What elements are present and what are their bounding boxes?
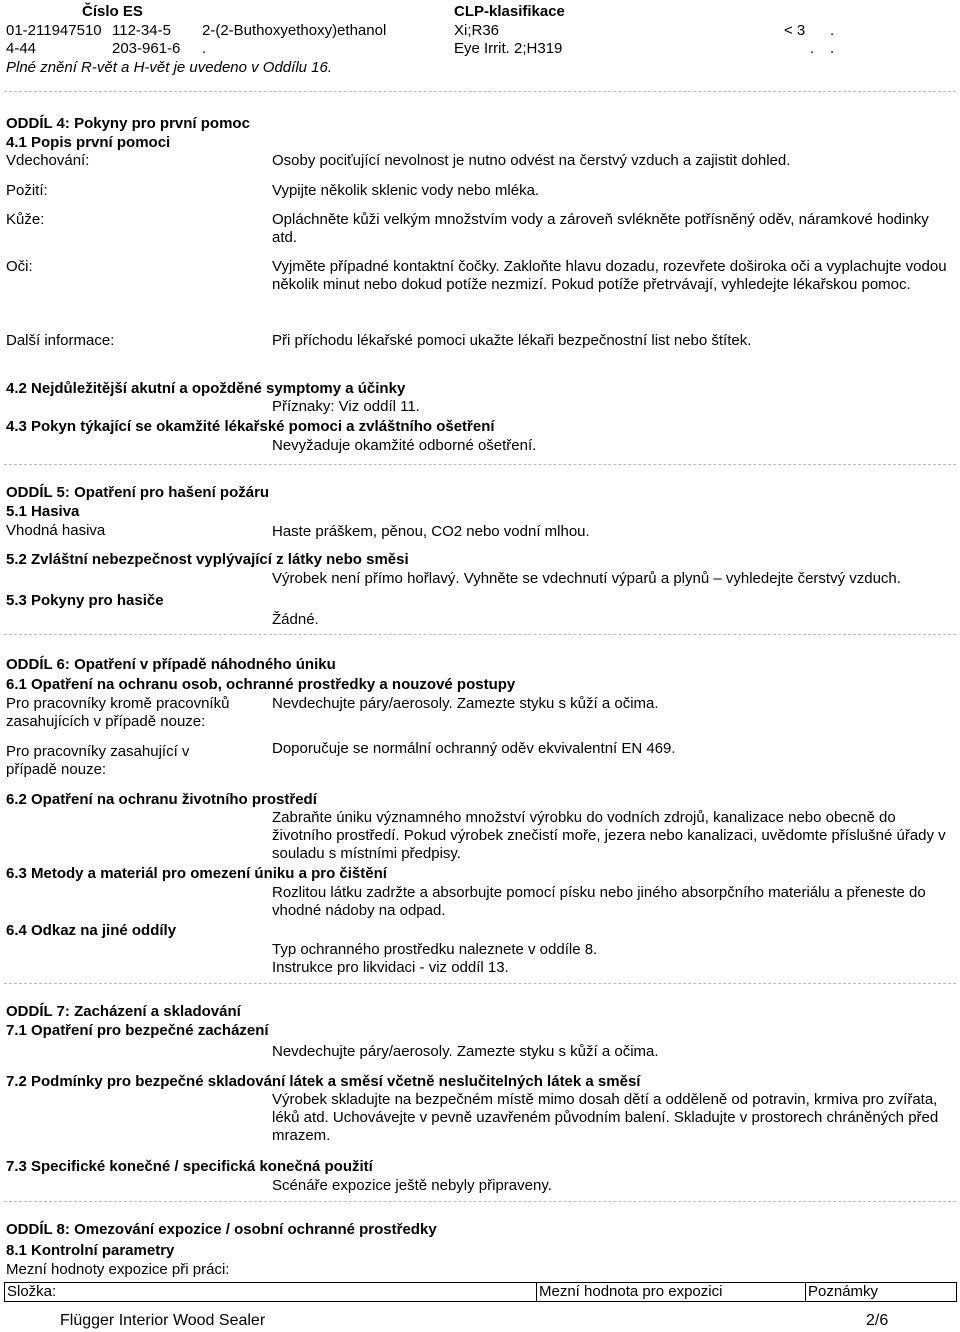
row1-concentration: < 3 — [784, 22, 806, 39]
section6-3-title: 6.3 Metody a materiál pro omezení úniku a pro čištění — [6, 865, 387, 882]
section-divider — [4, 464, 956, 465]
section4-2-text: Příznaky: Viz oddíl 11. — [272, 398, 420, 415]
row1-substance-name: 2-(2-Buthoxyethoxy)ethanol — [202, 22, 387, 39]
section5-1-title: 5.1 Hasiva — [6, 503, 80, 520]
section6-title: ODDÍL 6: Opatření v případě náhodného úniku — [6, 656, 336, 673]
section-divider — [4, 91, 956, 92]
extinguishing-media-label: Vhodná hasiva — [6, 522, 106, 539]
row2-classification: Eye Irrit. 2;H319 — [454, 40, 563, 57]
section4-2-title: 4.2 Nejdůležitější akutní a opožděné symptomy a účinky — [6, 380, 406, 397]
section6-3-text: Rozlitou látku zadržte a absorbujte pomocí písku nebo jiného absorpčního materiálu a přeneste do vhodné nádoby na odpad. — [272, 884, 926, 919]
section-divider — [4, 1201, 956, 1202]
row2-reg-number: 4-44 — [6, 40, 37, 57]
table-header-component: Složka: — [5, 1283, 537, 1302]
row1-classification: Xi;R36 — [454, 22, 500, 39]
section7-3-title: 7.3 Specifické konečné / specifická konečná použití — [6, 1158, 373, 1175]
row1-reg-number: 01-211947510 — [6, 22, 102, 39]
section7-1-text: Nevdechujte páry/aerosoly. Zamezte styku s kůží a očima. — [272, 1043, 659, 1060]
exposure-limits-table — [4, 1282, 957, 1302]
section4-title: ODDÍL 4: Pokyny pro první pomoc — [6, 115, 250, 132]
section5-title: ODDÍL 5: Opatření pro hašení požáru — [6, 484, 270, 501]
oel-label: Mezní hodnoty expozice při práci: — [6, 1261, 230, 1278]
row2-concentration: . — [810, 40, 815, 57]
col-header-clp: CLP-klasifikace — [454, 3, 565, 20]
footer-product-name: Flügger Interior Wood Sealer — [60, 1312, 266, 1329]
section5-3-title: 5.3 Pokyny pro hasiče — [6, 592, 164, 609]
footer-page-number: 2/6 — [866, 1312, 889, 1329]
section7-title: ODDÍL 7: Zacházení a skladování — [6, 1003, 241, 1020]
other-info-label: Další informace: — [6, 332, 115, 349]
skin-label: Kůže: — [6, 211, 45, 228]
table-header-row — [5, 1283, 957, 1302]
section4-3-title: 4.3 Pokyn týkající se okamžité lékařské pomoci a zvláštního ošetření — [6, 418, 495, 435]
non-emergency-text: Nevdechujte páry/aerosoly. Zamezte styku s kůží a očima. — [272, 695, 659, 712]
table-header-limit: Mezní hodnota pro expozici — [537, 1283, 806, 1302]
section5-3-text: Žádné. — [272, 611, 319, 628]
row1-cas-number: 112-34-5 — [112, 22, 171, 39]
skin-text: Opláchněte kůži velkým množstvím vody a zároveň svlékněte potřísněný oděv, náramkové hodinky atd. — [272, 211, 929, 246]
section6-4-text1: Typ ochranného prostředku naleznete v oddíle 8. — [272, 941, 598, 958]
row2-ec-number: 203-961-6 — [112, 40, 181, 57]
section4-3-text: Nevyžaduje okamžité odborné ošetření. — [272, 437, 537, 454]
section8-title: ODDÍL 8: Omezování expozice / osobní ochranné prostředky — [6, 1221, 437, 1238]
non-emergency-label: Pro pracovníky kromě pracovníků zasahujících v případě nouze: — [6, 695, 230, 730]
emergency-responders-label: Pro pracovníky zasahující v případě nouze: — [6, 743, 190, 778]
other-info-text: Při příchodu lékařské pomoci ukažte lékaři bezpečnostní list nebo štítek. — [272, 332, 752, 349]
row2-extra: . — [830, 40, 835, 57]
eyes-text: Vyjměte případné kontaktní čočky. Zakloňte hlavu dozadu, rozevřete doširoka oči a vyplachujte vodou několik minut nebo dokud potíže nezmizí. Pokud potíže přetrvávají, vyhledejte lékařskou pomoc. — [272, 258, 947, 293]
section8-1-title: 8.1 Kontrolní parametry — [6, 1242, 175, 1259]
section6-2-text: Zabraňte úniku významného množství výrobku do vodních zdrojů, kanalizace nebo obecně do životního prostředí. Pokud výrobek znečistí moře, jezera nebo kanalizaci, uvědomte příslušné úřady v souladu s místními předpisy. — [272, 809, 946, 862]
section5-2-title: 5.2 Zvláštní nebezpečnost vyplývající z látky nebo směsi — [6, 551, 409, 568]
ingestion-label: Požití: — [6, 182, 48, 199]
section6-2-title: 6.2 Opatření na ochranu životního prostředí — [6, 791, 317, 808]
section-divider — [4, 983, 956, 984]
inhalation-text: Osoby pociťující nevolnost je nutno odvést na čerstvý vzduch a zajistit dohled. — [272, 152, 791, 169]
row2-name-cont: . — [202, 40, 207, 57]
row1-extra: . — [830, 22, 835, 39]
section6-1-title: 6.1 Opatření na ochranu osob, ochranné prostředky a nouzové postupy — [6, 676, 516, 693]
section7-2-title: 7.2 Podmínky pro bezpečné skladování látek a směsí včetně neslučitelných látek a směsí — [6, 1073, 641, 1090]
section6-4-text2: Instrukce pro likvidaci - viz oddíl 13. — [272, 959, 509, 976]
section4-1-title: 4.1 Popis první pomoci — [6, 134, 171, 151]
section7-1-title: 7.1 Opatření pro bezpečné zacházení — [6, 1022, 269, 1039]
section7-3-text: Scénáře expozice ještě nebyly připraveny. — [272, 1177, 552, 1194]
inhalation-label: Vdechování: — [6, 152, 90, 169]
ingestion-text: Vypijte několik sklenic vody nebo mléka. — [272, 182, 540, 199]
section5-2-text: Výrobek není přímo hořlavý. Vyhněte se vdechnutí výparů a plynů – vyhledejte čerstvý vzduch. — [272, 570, 901, 587]
col-header-ec-number: Číslo ES — [82, 3, 143, 20]
section7-2-text: Výrobek skladujte na bezpečném místě mimo dosah dětí a odděleně od potravin, krmiva pro zvířata, léků atd. Uchovávejte v pevně uzavřeném původním balení. Skladujte v prostorech chráněných před mrazem. — [272, 1091, 939, 1144]
table-header-notes: Poznámky — [806, 1283, 957, 1302]
section-divider — [4, 634, 956, 635]
section6-4-title: 6.4 Odkaz na jiné oddíly — [6, 922, 177, 939]
extinguishing-media-text: Haste práškem, pěnou, CO2 nebo vodní mlhou. — [272, 523, 590, 540]
r-h-phrases-note: Plné znění R-vět a H-vět je uvedeno v Oddílu 16. — [6, 59, 333, 76]
emergency-responders-text: Doporučuje se normální ochranný oděv ekvivalentní EN 469. — [272, 740, 676, 757]
eyes-label: Oči: — [6, 258, 33, 275]
